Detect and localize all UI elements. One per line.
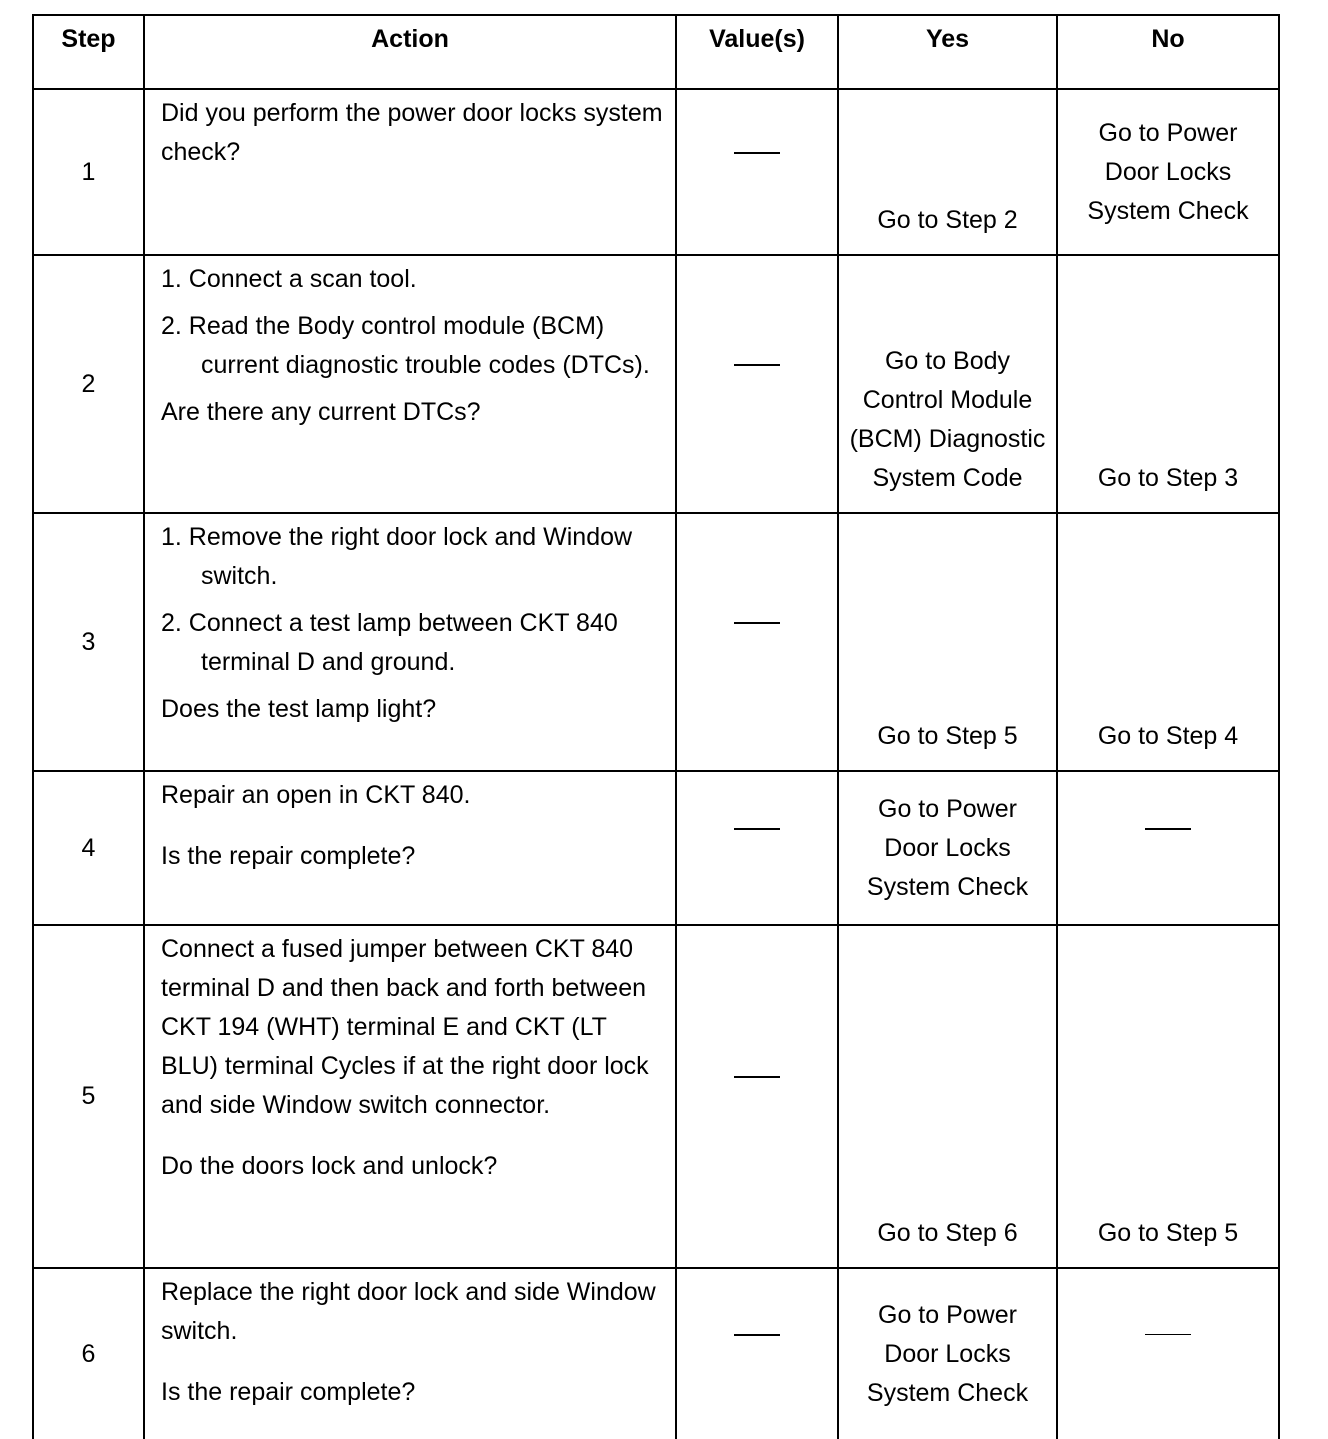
header-step: Step [33, 15, 144, 89]
diagnostic-table [32, 14, 1280, 1439]
step-number: 3 [33, 513, 144, 771]
action-text: Replace the right door lock and side Window switch. [161, 1278, 656, 1345]
action-cell [144, 771, 676, 925]
header-action: Action [144, 15, 676, 89]
value-cell [676, 89, 838, 255]
table-row [33, 255, 1279, 513]
table-row [33, 771, 1279, 925]
value-dash [734, 1334, 780, 1375]
value-cell [676, 1268, 838, 1439]
table-row [33, 925, 1279, 1268]
action-item: 2. Connect a test lamp between CKT 840 terminal D and ground. [161, 609, 618, 676]
value-cell [676, 513, 838, 771]
action-cell [144, 255, 676, 513]
action-text: Connect a fused jumper between CKT 840 terminal D and then back and forth between CKT 194 (WHT) terminal E and CKT (LT BLU) terminal Cycles if at the right door lock and side Window switch connector. [161, 935, 649, 1119]
header-yes: Yes [838, 15, 1057, 89]
step-number: 4 [33, 771, 144, 925]
table-row [33, 89, 1279, 255]
action-cell [144, 89, 676, 255]
no-cell [1057, 771, 1279, 925]
yes-cell: Go to Step 6 [838, 925, 1057, 1268]
value-dash [734, 152, 780, 193]
value-cell [676, 255, 838, 513]
header-no: No [1057, 15, 1279, 89]
action-question: Is the repair complete? [161, 1378, 416, 1406]
action-text: Repair an open in CKT 840. [161, 781, 471, 809]
action-question: Do the doors lock and unlock? [161, 1152, 498, 1180]
value-cell [676, 771, 838, 925]
value-dash [734, 622, 780, 663]
action-cell [144, 1268, 676, 1439]
no-cell: Go to Step 3 [1057, 255, 1279, 513]
header-values: Value(s) [676, 15, 838, 89]
action-cell [144, 925, 676, 1268]
no-cell: Go to Step 4 [1057, 513, 1279, 771]
no-dash [1145, 828, 1191, 869]
value-cell [676, 925, 838, 1268]
step-number: 6 [33, 1268, 144, 1439]
action-question: Does the test lamp light? [161, 695, 437, 723]
action-question: Are there any current DTCs? [161, 398, 481, 426]
action-text: Did you perform the power door locks system check? [161, 99, 663, 166]
diagnostic-table-page [32, 14, 1278, 1407]
value-dash [734, 1076, 780, 1117]
table-row [33, 513, 1279, 771]
action-item: 1. Connect a scan tool. [161, 265, 417, 293]
action-item: 1. Remove the right door lock and Window switch. [161, 523, 633, 590]
yes-cell: Go to Power Door Locks System Check [838, 1268, 1057, 1439]
no-cell: Go to Step 5 [1057, 925, 1279, 1268]
no-cell: Go to Power Door Locks System Check [1057, 89, 1279, 255]
step-number: 1 [33, 89, 144, 255]
step-number: 5 [33, 925, 144, 1268]
action-item: 2. Read the Body control module (BCM) current diagnostic trouble codes (DTCs). [161, 312, 650, 379]
yes-cell: Go to Step 2 [838, 89, 1057, 255]
yes-cell: Go to Body Control Module (BCM) Diagnostic System Code [838, 255, 1057, 513]
table-row [33, 1268, 1279, 1439]
value-dash [734, 364, 780, 405]
step-number: 2 [33, 255, 144, 513]
yes-cell: Go to Power Door Locks System Check [838, 771, 1057, 925]
yes-cell: Go to Step 5 [838, 513, 1057, 771]
no-cell [1057, 1268, 1279, 1439]
action-question: Is the repair complete? [161, 842, 416, 870]
action-cell [144, 513, 676, 771]
value-dash [734, 828, 780, 869]
no-dash [1145, 1334, 1191, 1374]
header-row [33, 15, 1279, 89]
